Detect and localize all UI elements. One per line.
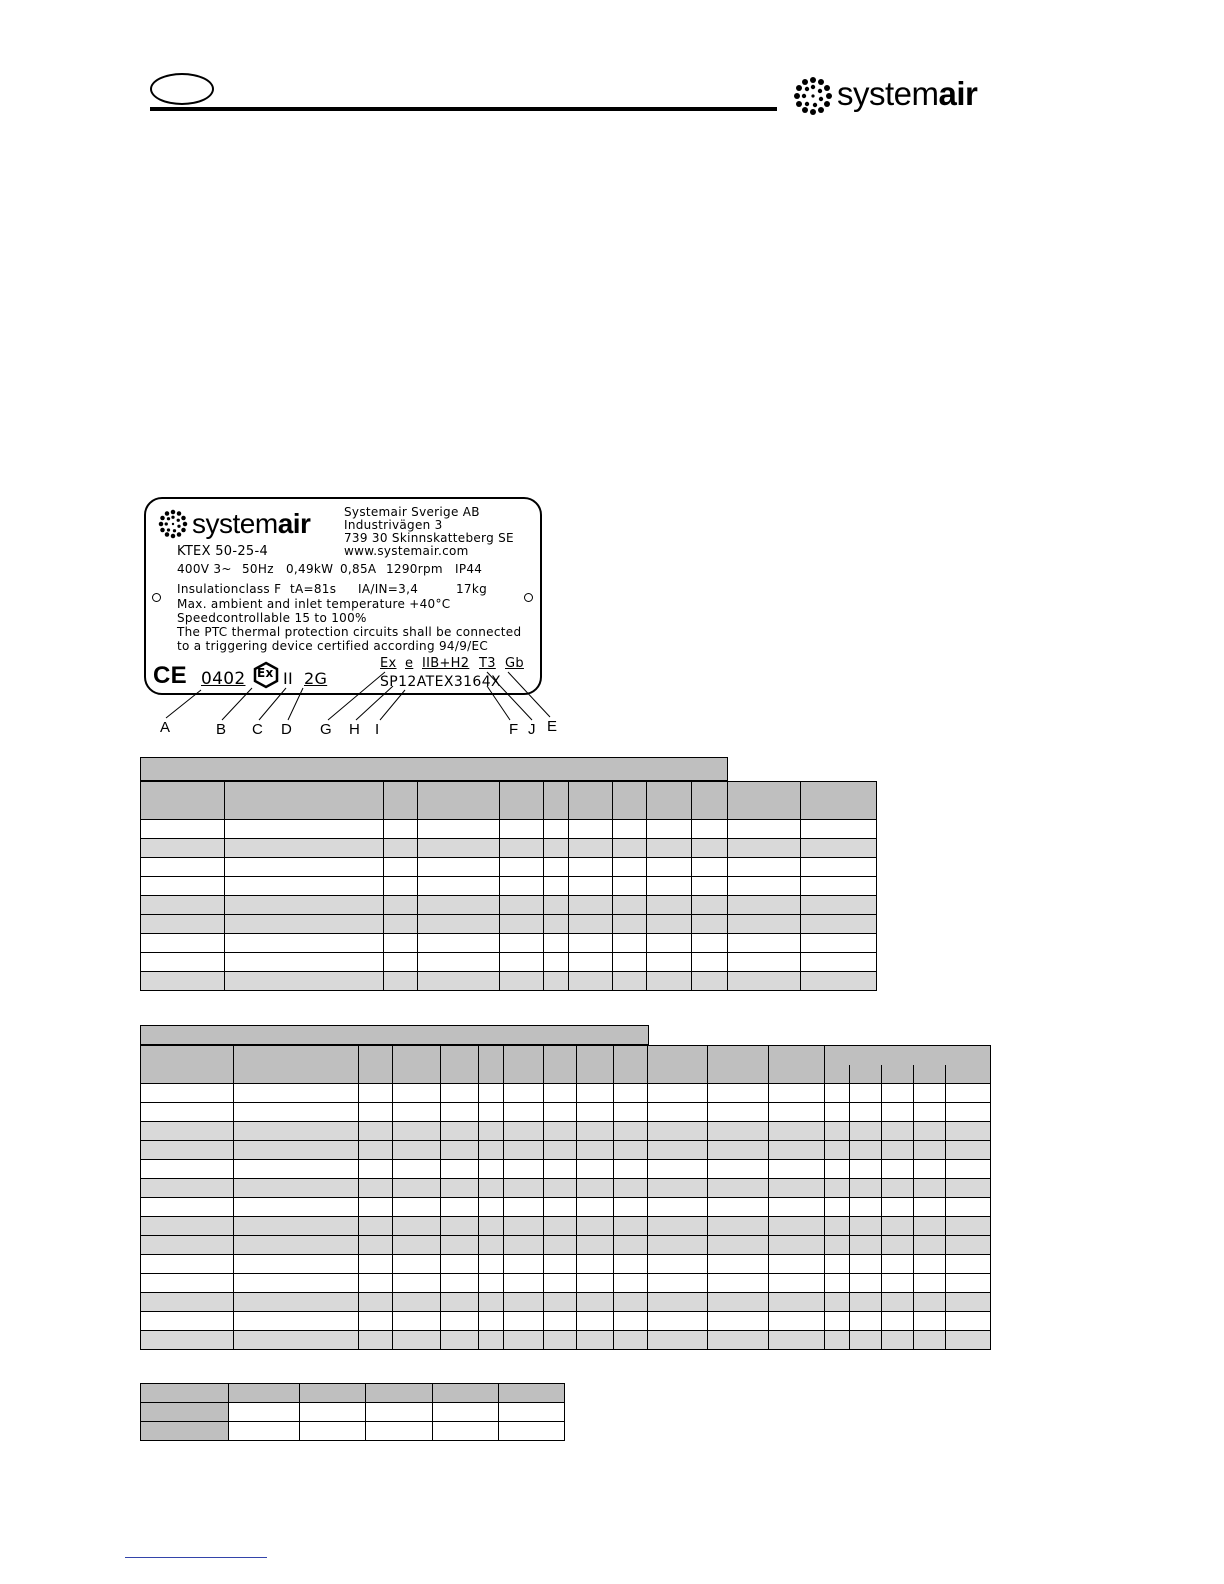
table1-row: [141, 915, 877, 934]
nameplate-brand-regular: system: [192, 508, 278, 539]
callout-a: A: [160, 719, 171, 736]
table2-row: [141, 1331, 991, 1350]
table2-row: [141, 1236, 991, 1255]
model-name: KTEX 50-25-4: [177, 544, 269, 559]
ia-in-ratio: IA/IN=3,4: [358, 582, 419, 596]
callout-i: I: [375, 721, 380, 738]
table1-row: [141, 896, 877, 915]
table2-row: [141, 1141, 991, 1160]
table1-row: [141, 953, 877, 972]
table3-row: [141, 1403, 565, 1422]
notified-body: 0402: [201, 669, 246, 689]
spec-power: 0,49kW: [286, 562, 334, 576]
callout-h: H: [349, 721, 360, 738]
table2-row: [141, 1255, 991, 1274]
company-line-4: www.systemair.com: [344, 544, 469, 558]
line-ambient: Max. ambient and inlet temperature +40°C: [177, 597, 451, 611]
ex-marking: Ex: [380, 656, 397, 671]
certificate-number: SP12ATEX3164X: [380, 674, 502, 690]
temperature-class: T3: [479, 656, 496, 671]
table1: [140, 781, 877, 991]
table1-row: [141, 839, 877, 858]
logo-text-regular: system: [837, 75, 939, 112]
callout-e: E: [547, 718, 558, 735]
company-line-2: Industrivägen 3: [344, 518, 443, 532]
table3-row: [141, 1422, 565, 1441]
table1-row: [141, 972, 877, 991]
table2-row: [141, 1198, 991, 1217]
ex-symbol: Ex: [257, 666, 274, 680]
table2: [140, 1045, 991, 1350]
table2-row: [141, 1312, 991, 1331]
footer-link-underline[interactable]: [125, 1557, 267, 1558]
ce-mark: CE: [153, 662, 187, 689]
line-speed: Speedcontrollable 15 to 100%: [177, 611, 367, 625]
spec-voltage: 400V 3~: [177, 562, 232, 576]
insulation-class: Insulationclass F: [177, 582, 282, 596]
nameplate-brand-bold: air: [277, 508, 311, 539]
weight: 17kg: [456, 582, 488, 596]
table2-header-row: [141, 1046, 991, 1065]
line-ptc-2: to a triggering device certified according 94/9/EC: [177, 639, 489, 653]
callout-j: J: [528, 721, 536, 738]
spec-rpm: 1290rpm: [386, 562, 443, 576]
spec-frequency: 50Hz: [242, 562, 274, 576]
protection-type: e: [405, 656, 414, 671]
line-ptc-1: The PTC thermal protection circuits shall be connected: [177, 625, 522, 639]
company-line-3: 739 30 Skinnskatteberg SE: [344, 531, 514, 545]
equipment-protection-level: Gb: [505, 656, 524, 671]
callout-d: D: [281, 721, 292, 738]
table2-title-bar: [140, 1025, 649, 1045]
table2-row: [141, 1084, 991, 1103]
callout-f: F: [509, 721, 519, 738]
table1-row: [141, 877, 877, 896]
equipment-category: 2G: [304, 669, 328, 688]
equipment-group: II: [283, 669, 294, 688]
table2-row: [141, 1293, 991, 1312]
table1-title-bar: [140, 757, 728, 781]
table1-row: [141, 820, 877, 839]
table2-row: [141, 1217, 991, 1236]
gas-group: IIB+H2: [422, 656, 470, 671]
table2-row: [141, 1122, 991, 1141]
ta-value: tA=81s: [290, 582, 337, 596]
table3: [140, 1383, 565, 1441]
spec-current: 0,85A: [340, 562, 377, 576]
table2-row: [141, 1274, 991, 1293]
table2-row: [141, 1103, 991, 1122]
company-line-1: Systemair Sverige AB: [344, 505, 480, 519]
spec-ip: IP44: [455, 562, 483, 576]
logo-text-bold: air: [938, 75, 978, 112]
callout-c: C: [252, 721, 263, 738]
callout-lines: [0, 0, 1224, 760]
callout-b: B: [216, 721, 227, 738]
table1-header-row: [141, 782, 877, 820]
callout-g: G: [320, 721, 332, 738]
table2-row: [141, 1179, 991, 1198]
table1-row: [141, 858, 877, 877]
table1-row: [141, 934, 877, 953]
table3-header-row: [141, 1384, 565, 1403]
table2-row: [141, 1160, 991, 1179]
